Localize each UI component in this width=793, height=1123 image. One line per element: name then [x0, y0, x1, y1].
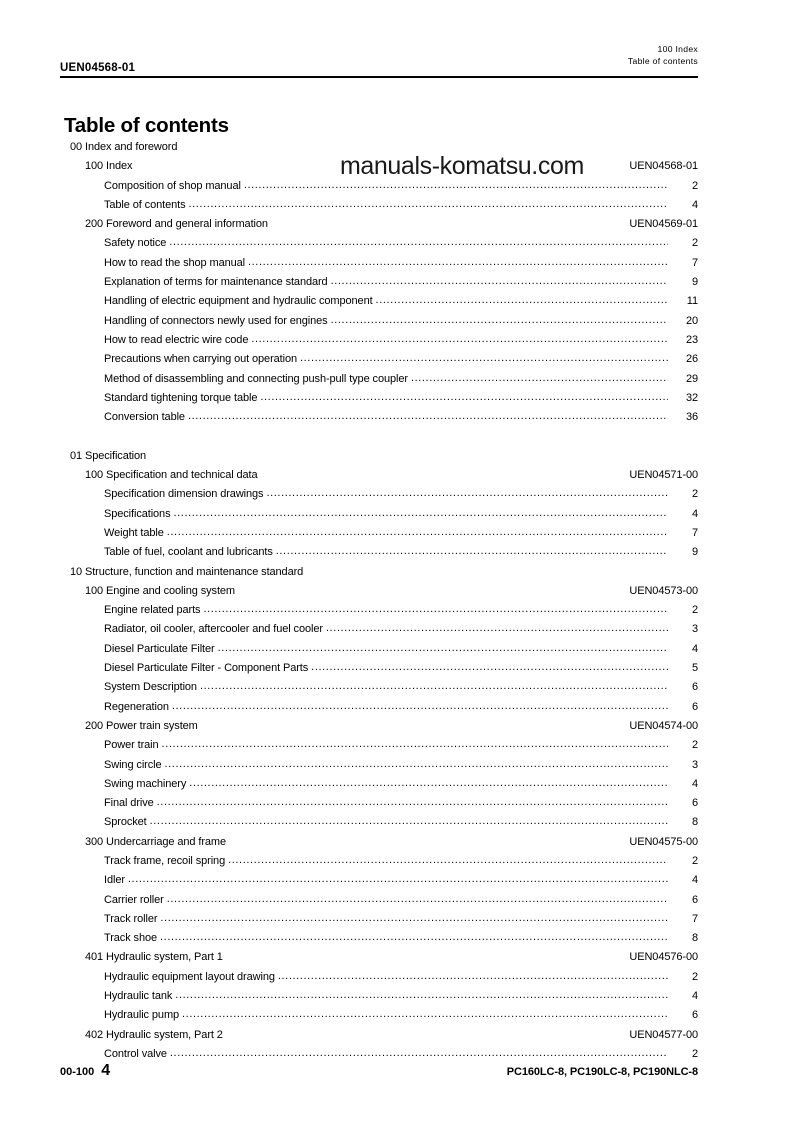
toc-entry-label: Swing machinery — [104, 777, 187, 790]
toc-row-entry — [60, 601, 698, 620]
toc-row-entry — [60, 871, 698, 890]
toc-entry-label: Engine related parts — [104, 604, 201, 617]
toc-entry-label: Power train — [104, 739, 159, 752]
toc-page-number: 4 — [691, 990, 698, 1003]
toc-entry-label: Carrier roller — [104, 893, 164, 906]
toc-dot-leader — [251, 330, 668, 349]
toc-row-chapter — [60, 466, 698, 485]
toc-dot-leader — [278, 967, 668, 986]
toc-entry-label: 01 Specification — [70, 449, 147, 462]
toc-row-entry — [60, 698, 698, 717]
toc-row-content — [70, 447, 698, 466]
toc-page-number: 7 — [691, 256, 698, 269]
toc-dot-leader — [331, 272, 668, 291]
toc-entry-label: Swing circle — [104, 758, 162, 771]
toc-entry-label: Hydraulic equipment layout drawing — [104, 970, 275, 983]
toc-entry-label: Handling of connectors newly used for engines — [104, 314, 328, 327]
toc-spacer — [60, 427, 698, 446]
toc-page-number: 4 — [691, 874, 698, 887]
toc-row-entry — [60, 794, 698, 813]
toc-entry-label: Table of fuel, coolant and lubricants — [104, 546, 273, 559]
toc-entry-label: Idler — [104, 874, 125, 887]
toc-row-content[interactable] — [104, 234, 698, 253]
toc-row-content[interactable] — [104, 408, 698, 427]
toc-entry-label: Hydraulic tank — [104, 990, 173, 1003]
toc-dot-leader — [150, 812, 668, 831]
toc-dot-leader — [189, 774, 668, 793]
toc-entry-label: Specifications — [104, 507, 171, 520]
toc-row-entry — [60, 370, 698, 389]
toc-row-chapter — [60, 1026, 698, 1045]
toc-dot-leader — [260, 388, 668, 407]
toc-row-entry — [60, 736, 698, 755]
toc-entry-label: Hydraulic pump — [104, 1009, 180, 1022]
footer-page-number: 4 — [101, 1062, 111, 1079]
toc-row-content — [85, 215, 698, 234]
toc-page-number: 6 — [691, 681, 698, 694]
toc-row-content[interactable] — [104, 273, 698, 292]
toc-entry-label: Track shoe — [104, 932, 158, 945]
toc-row-chapter — [60, 215, 698, 234]
toc-dot-leader — [331, 311, 668, 330]
toc-document-code: UEN04569-01 — [629, 218, 698, 231]
toc-entry-label: How to read the shop manual — [104, 256, 245, 269]
toc-entry-label: Conversion table — [104, 411, 185, 424]
toc-row-entry — [60, 929, 698, 948]
toc-page-number: 9 — [691, 546, 698, 559]
toc-row-entry — [60, 254, 698, 273]
toc-entry-label: Final drive — [104, 797, 154, 810]
toc-entry-label: Sprocket — [104, 816, 147, 829]
toc-row-entry — [60, 524, 698, 543]
toc-entry-label: Method of disassembling and connecting push-pull type coupler — [104, 372, 408, 385]
toc-dot-leader — [162, 735, 668, 754]
toc-dot-leader — [276, 542, 668, 561]
toc-row-entry — [60, 813, 698, 832]
toc-row-content[interactable] — [104, 794, 698, 813]
toc-row-entry — [60, 775, 698, 794]
toc-row-content — [85, 717, 698, 736]
toc-row-content[interactable] — [104, 698, 698, 717]
footer-left-group — [60, 1062, 110, 1080]
toc-row-content[interactable] — [104, 485, 698, 504]
toc-row-content[interactable] — [104, 505, 698, 524]
toc-dot-leader — [169, 233, 668, 252]
toc-row-entry — [60, 312, 698, 331]
header-document-code: UEN04568-01 — [60, 62, 136, 74]
toc-row-entry — [60, 485, 698, 504]
toc-page-number: 4 — [691, 198, 698, 211]
toc-row-entry — [60, 910, 698, 929]
toc-entry-label: How to read electric wire code — [104, 333, 249, 346]
toc-dot-leader — [188, 407, 668, 426]
toc-entry-label: Radiator, oil cooler, aftercooler and fuel cooler — [104, 623, 323, 636]
toc-row-entry — [60, 1006, 698, 1025]
toc-row-content[interactable] — [104, 543, 698, 562]
toc-dot-leader — [128, 870, 668, 889]
toc-row-content[interactable] — [104, 987, 698, 1006]
toc-row-chapter — [60, 833, 698, 852]
toc-dot-leader — [160, 909, 668, 928]
toc-row-content[interactable] — [104, 331, 698, 350]
toc-dot-leader — [326, 619, 668, 638]
toc-row-chapter — [60, 717, 698, 736]
toc-row-entry — [60, 408, 698, 427]
toc-entry-label: 401 Hydraulic system, Part 1 — [85, 951, 223, 964]
toc-row-entry — [60, 350, 698, 369]
toc-row-entry — [60, 640, 698, 659]
toc-entry-label: 100 Specification and technical data — [85, 469, 258, 482]
toc-entry-label: 100 Engine and cooling system — [85, 584, 235, 597]
toc-row-content[interactable] — [104, 524, 698, 543]
toc-entry-label: Regeneration — [104, 700, 169, 713]
toc-dot-leader — [173, 504, 668, 523]
toc-page-number: 9 — [691, 276, 698, 289]
toc-row-entry — [60, 968, 698, 987]
page-header — [60, 46, 698, 76]
toc-document-code: UEN04571-00 — [629, 469, 698, 482]
toc-page-number: 36 — [685, 411, 698, 424]
toc-row-content[interactable] — [104, 678, 698, 697]
toc-entry-label: Handling of electric equipment and hydraulic component — [104, 295, 373, 308]
toc-page-number: 7 — [691, 526, 698, 539]
toc-entry-label: Track roller — [104, 912, 158, 925]
toc-page-number: 4 — [691, 507, 698, 520]
toc-entry-label: Track frame, recoil spring — [104, 854, 226, 867]
toc-entry-label: 200 Power train system — [85, 719, 198, 732]
toc-entry-label: Explanation of terms for maintenance standard — [104, 276, 328, 289]
toc-entry-label: 00 Index and foreword — [70, 141, 178, 153]
toc-page-number: 2 — [691, 739, 698, 752]
toc-row-content[interactable] — [104, 736, 698, 755]
header-subject-label: Table of contents — [627, 55, 698, 66]
toc-entry-label: Diesel Particulate Filter - Component Parts — [104, 662, 309, 675]
toc-row-content[interactable] — [104, 813, 698, 832]
toc-row-content — [85, 833, 698, 852]
toc-dot-leader — [376, 291, 668, 310]
toc-page-number: 3 — [691, 758, 698, 771]
toc-row-entry — [60, 659, 698, 678]
toc-page-number: 2 — [691, 1047, 698, 1060]
footer-section-code: 00-100 — [60, 1066, 95, 1078]
toc-entry-label: 100 Index — [85, 160, 133, 173]
toc-row-content[interactable] — [104, 196, 698, 215]
toc-entry-label: Weight table — [104, 526, 164, 539]
toc-page-number: 2 — [691, 854, 698, 867]
toc-entry-label: System Description — [104, 681, 197, 694]
toc-entry-label: Composition of shop manual — [104, 179, 241, 192]
toc-document-code: UEN04576-00 — [629, 951, 698, 964]
toc-page-number: 29 — [685, 372, 698, 385]
toc-page-number: 2 — [691, 488, 698, 501]
toc-dot-leader — [300, 349, 668, 368]
toc-page-number: 2 — [691, 237, 698, 250]
toc-row-content[interactable] — [104, 312, 698, 331]
toc-row-entry — [60, 196, 698, 215]
toc-page-number: 6 — [691, 1009, 698, 1022]
toc-page-number: 32 — [685, 391, 698, 404]
toc-dot-leader — [172, 697, 668, 716]
toc-row-content[interactable] — [104, 389, 698, 408]
toc-entry-label: Table of contents — [104, 198, 186, 211]
toc-page-number: 2 — [691, 179, 698, 192]
table-of-contents-list — [60, 138, 698, 1064]
toc-entry-label: Control valve — [104, 1047, 167, 1060]
toc-row-content — [85, 948, 698, 967]
toc-row-content[interactable] — [104, 659, 698, 678]
toc-entry-label: 402 Hydraulic system, Part 2 — [85, 1028, 223, 1041]
toc-dot-leader — [411, 369, 668, 388]
toc-page-number: 6 — [691, 700, 698, 713]
toc-dot-leader — [182, 1005, 668, 1024]
toc-row-entry — [60, 987, 698, 1006]
page-title: Table of contents — [64, 113, 229, 137]
toc-dot-leader — [175, 986, 668, 1005]
toc-dot-leader — [203, 600, 668, 619]
toc-document-code: UEN04574-00 — [629, 719, 698, 732]
toc-page-number: 23 — [685, 333, 698, 346]
toc-row-entry — [60, 331, 698, 350]
toc-entry-label: Safety notice — [104, 237, 167, 250]
toc-entry-label: 10 Structure, function and maintenance standard — [70, 565, 304, 578]
toc-dot-leader — [160, 928, 668, 947]
toc-page-number: 6 — [691, 893, 698, 906]
toc-dot-leader — [218, 639, 668, 658]
toc-row-entry — [60, 292, 698, 311]
watermark-text: manuals-komatsu.com — [340, 152, 584, 180]
toc-row-content[interactable] — [104, 756, 698, 775]
toc-page-number: 2 — [691, 604, 698, 617]
toc-dot-leader — [228, 851, 668, 870]
toc-row-content[interactable] — [104, 852, 698, 871]
toc-row-content[interactable] — [104, 968, 698, 987]
toc-row-entry — [60, 505, 698, 524]
toc-page-number: 3 — [691, 623, 698, 636]
toc-row-content — [70, 563, 698, 582]
toc-row-entry — [60, 273, 698, 292]
toc-document-code: UEN04577-00 — [629, 1028, 698, 1041]
toc-row-content[interactable] — [104, 292, 698, 311]
toc-row-content[interactable] — [104, 620, 698, 639]
toc-page-number: 4 — [691, 642, 698, 655]
toc-dot-leader — [311, 658, 668, 677]
toc-row-entry — [60, 891, 698, 910]
toc-row-content[interactable] — [104, 775, 698, 794]
toc-row-content[interactable] — [104, 891, 698, 910]
toc-entry-label: Diesel Particulate Filter — [104, 642, 215, 655]
toc-row-section — [60, 447, 698, 466]
toc-dot-leader — [248, 253, 668, 272]
toc-row-content[interactable] — [104, 601, 698, 620]
toc-row-entry — [60, 234, 698, 253]
toc-page-number: 8 — [691, 932, 698, 945]
toc-entry-label: Specification dimension drawings — [104, 488, 264, 501]
header-section-reference — [628, 44, 698, 67]
toc-document-code: UEN04575-00 — [629, 835, 698, 848]
toc-entry-label: Precautions when carrying out operation — [104, 353, 297, 366]
toc-page-number: 4 — [691, 777, 698, 790]
toc-dot-leader — [167, 890, 668, 909]
toc-row-entry — [60, 543, 698, 562]
toc-document-code: UEN04573-00 — [629, 584, 698, 597]
toc-row-entry — [60, 756, 698, 775]
toc-page-number: 5 — [691, 662, 698, 675]
toc-row-content — [85, 1026, 698, 1045]
toc-dot-leader — [157, 793, 668, 812]
toc-row-entry — [60, 620, 698, 639]
toc-row-entry — [60, 852, 698, 871]
toc-row-content[interactable] — [104, 910, 698, 929]
header-divider-rule — [60, 76, 698, 78]
toc-row-content[interactable] — [104, 370, 698, 389]
toc-row-chapter — [60, 948, 698, 967]
toc-row-content — [85, 582, 698, 601]
toc-row-content — [85, 466, 698, 485]
toc-entry-label: Standard tightening torque table — [104, 391, 258, 404]
toc-row-entry — [60, 678, 698, 697]
toc-dot-leader — [167, 523, 668, 542]
toc-row-chapter — [60, 582, 698, 601]
toc-dot-leader — [165, 755, 669, 774]
toc-page-number: 11 — [686, 295, 698, 308]
toc-entry-label: 200 Foreword and general information — [85, 218, 268, 231]
toc-row-content[interactable] — [104, 350, 698, 369]
toc-row-content[interactable] — [104, 871, 698, 890]
toc-dot-leader — [188, 195, 668, 214]
toc-page-number: 7 — [691, 912, 698, 925]
toc-document-code: UEN04568-01 — [629, 160, 698, 173]
toc-row-content[interactable] — [104, 254, 698, 273]
toc-page-number: 2 — [691, 970, 698, 983]
toc-page-number: 6 — [691, 797, 698, 810]
header-chapter-label: 100 Index — [657, 44, 698, 54]
toc-dot-leader — [200, 677, 668, 696]
page-footer — [60, 1058, 698, 1080]
toc-page-number: 20 — [685, 314, 698, 327]
footer-machine-models: PC160LC-8, PC190LC-8, PC190NLC-8 — [506, 1066, 698, 1078]
toc-entry-label: 300 Undercarriage and frame — [85, 835, 226, 848]
toc-row-content[interactable] — [104, 1006, 698, 1025]
toc-row-content[interactable] — [104, 929, 698, 948]
toc-page-number: 8 — [691, 816, 698, 829]
toc-row-content[interactable] — [104, 640, 698, 659]
toc-row-section — [60, 563, 698, 582]
toc-row-entry — [60, 389, 698, 408]
toc-page-number: 26 — [685, 353, 698, 366]
toc-dot-leader — [266, 484, 668, 503]
